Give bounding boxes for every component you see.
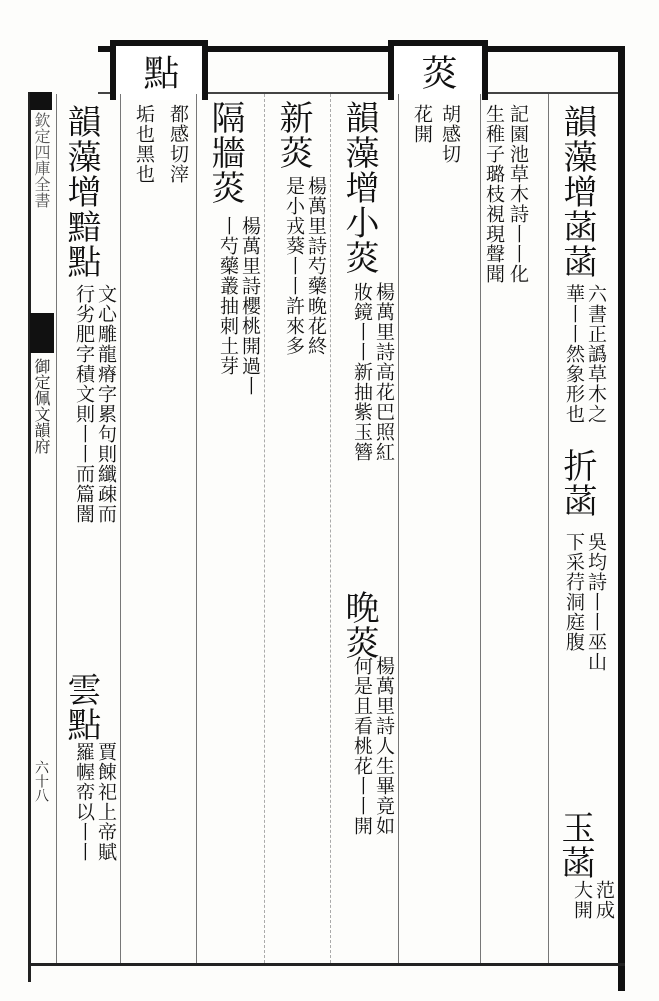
annotation-column: 何是且看桃花丨丨開	[351, 656, 373, 836]
annotation-column: 生稚子璐枝視現聲聞	[483, 104, 505, 284]
annotation-column: 都感切滓	[167, 104, 189, 184]
headword-column: 隔牆菼	[205, 100, 245, 205]
margin-black-mark	[30, 92, 52, 110]
margin-top-text: 欽定四庫全書	[32, 112, 51, 208]
column-separator	[480, 94, 481, 963]
headword-column: 雲點	[61, 672, 101, 742]
annotation-column: 胡感切	[439, 104, 461, 164]
column-separator	[398, 94, 399, 963]
annotation-column: 大開	[571, 880, 593, 920]
annotation-column: 范成	[593, 880, 615, 920]
annotation-column: 六書正譌草木之	[585, 284, 607, 424]
headword-column: 韻藻增小菼	[339, 100, 379, 275]
annotation-column: 下采荇洞庭腹	[563, 532, 585, 652]
annotation-column: 丨芍藥叢抽刺土芽	[217, 216, 239, 376]
frame-right-border	[618, 46, 625, 991]
annotation-column: 賈餗祀上帝賦	[95, 742, 117, 862]
headword-column: 折菡	[557, 448, 597, 518]
annotation-column: 文心雕龍瘠字累句則纖疎而	[95, 284, 117, 524]
annotation-column: 楊萬里詩櫻桃開過丨	[239, 216, 261, 396]
headword-column: 晚菼	[339, 590, 379, 660]
margin-book-title: 御定佩文韻府	[32, 358, 51, 454]
headword-column: 韻藻增黯點	[61, 104, 101, 279]
annotation-column: 楊萬里詩人生畢竟如	[373, 656, 395, 836]
column-separator	[120, 94, 121, 963]
frame-bottom-border	[28, 963, 625, 966]
annotation-column: 妝鏡丨丨新抽紫玉簪	[351, 282, 373, 462]
annotation-column: 華丨丨然象形也	[563, 284, 585, 424]
annotation-column: 垢也黑也	[133, 104, 155, 184]
headword-column: 新菼	[273, 100, 313, 170]
tab-tan-label: 菼	[416, 54, 457, 90]
annotation-column: 行劣肥字積文則丨丨而篇闇	[73, 284, 95, 524]
headword-column: 玉菡	[555, 810, 595, 880]
frame-left-border	[28, 92, 31, 982]
headword-column: 韻藻增菡菡	[557, 104, 597, 279]
annotation-column: 記園池草木詩丨丨化	[507, 104, 529, 284]
annotation-column: 楊萬里詩高花巴照紅	[373, 282, 395, 462]
margin-page-number: 六十八	[33, 760, 49, 802]
column-separator	[56, 94, 57, 963]
tab-dian-label: 點	[138, 54, 179, 90]
annotation-column: 花開	[411, 104, 433, 144]
column-separator	[548, 94, 549, 963]
annotation-column: 羅幄帟以丨丨	[73, 742, 95, 862]
column-separator	[330, 94, 332, 963]
margin-black-mark	[30, 313, 54, 353]
column-separator	[196, 94, 197, 963]
annotation-column: 是小戎葵丨丨許來多	[283, 176, 305, 356]
annotation-column: 楊萬里詩芍藥晚花終	[305, 176, 327, 356]
annotation-column: 吳均詩丨丨巫山	[585, 532, 607, 672]
column-separator	[264, 94, 266, 963]
